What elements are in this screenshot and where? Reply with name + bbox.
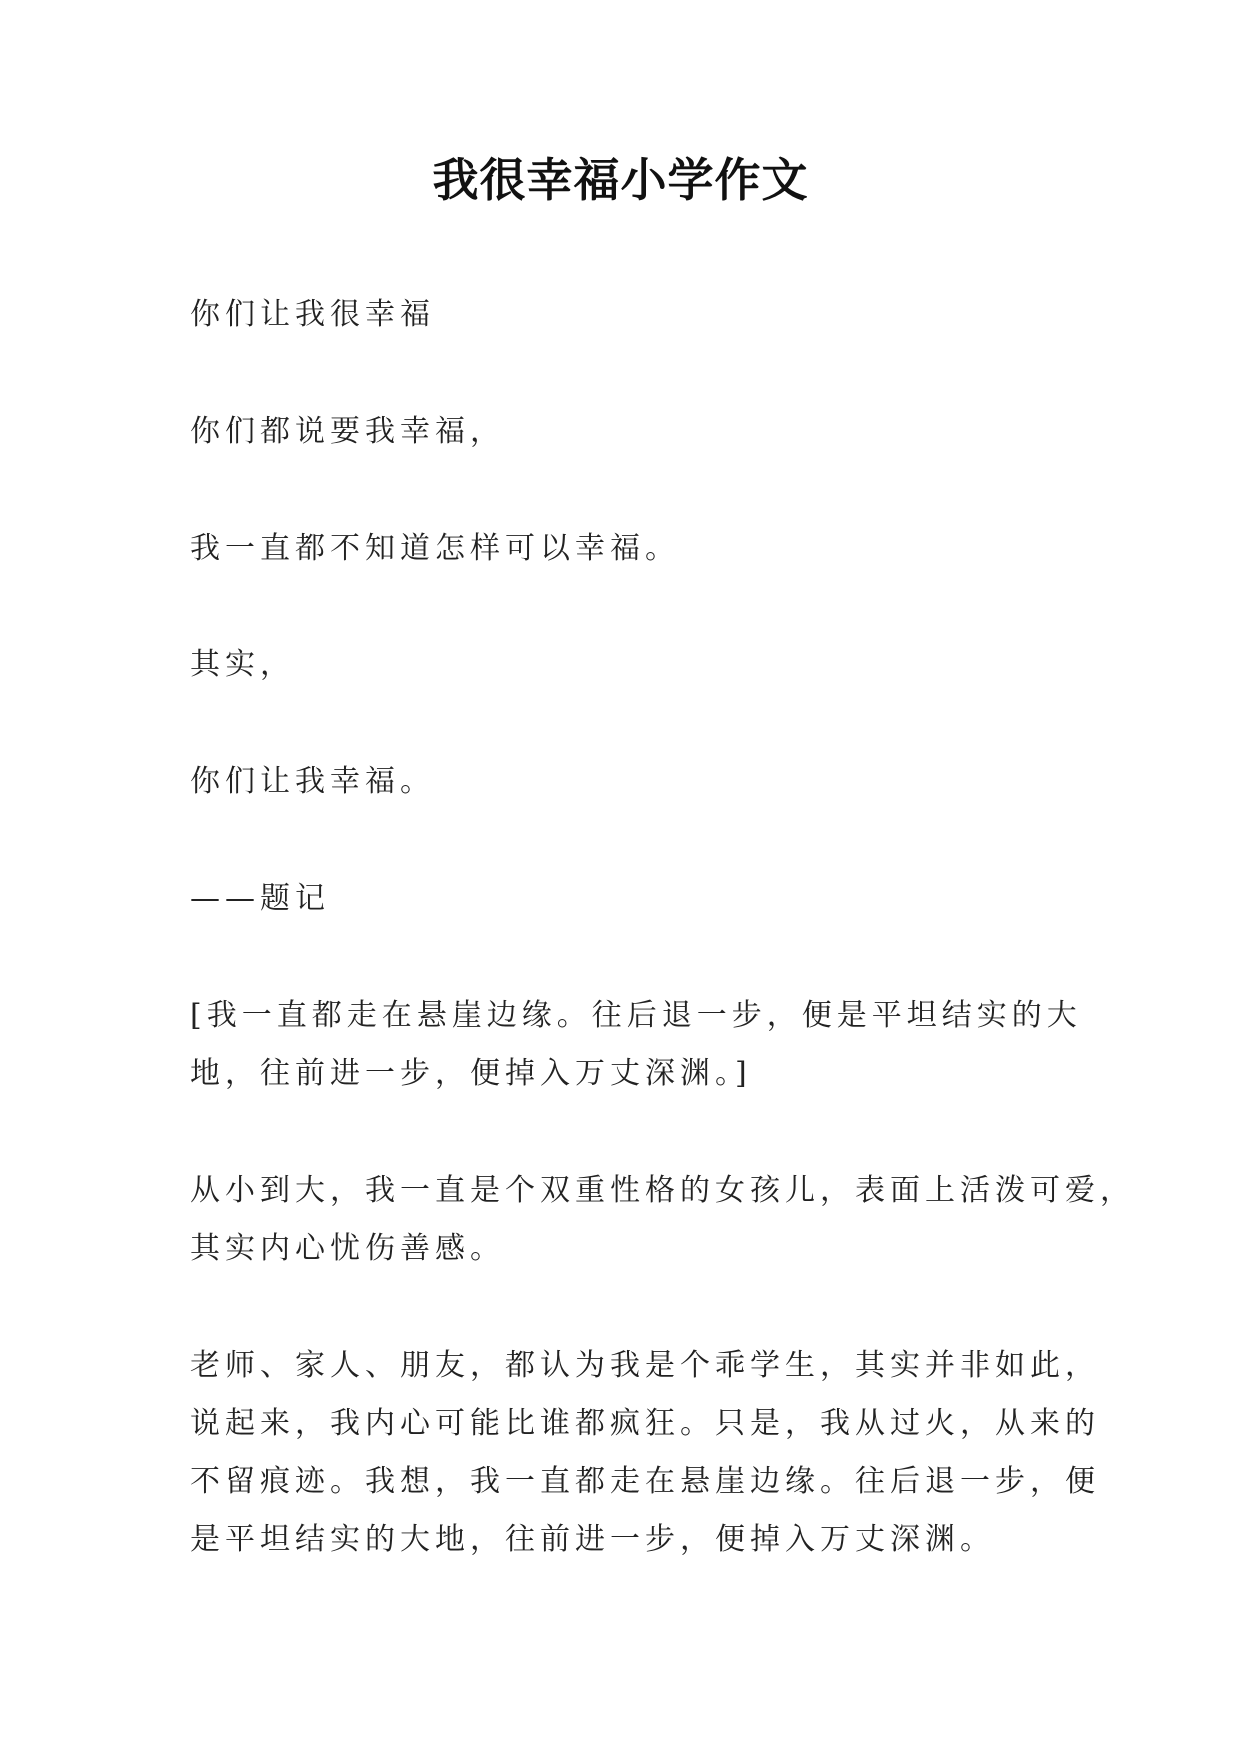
- paragraph: [190, 520, 1070, 578]
- epigraph-attribution: [190, 870, 1070, 928]
- paragraph-line: 是平坦结实的大地，往前进一步，便掉入万丈深渊。: [190, 1522, 995, 1557]
- paragraph-line: 老师、家人、朋友，都认为我是个乖学生，其实并非如此，: [190, 1348, 1100, 1383]
- paragraph-line: 你们都说要我幸福，: [190, 414, 505, 449]
- paragraph-line: 从小到大，我一直是个双重性格的女孩儿，表面上活泼可爱，: [190, 1173, 1135, 1208]
- paragraph: [190, 286, 1070, 344]
- paragraph-line: ——题记: [190, 881, 330, 916]
- paragraph-line: [我一直都走在悬崖边缘。往后退一步，便是平坦结实的大: [190, 998, 1082, 1033]
- paragraph-line: 我一直都不知道怎样可以幸福。: [190, 531, 680, 566]
- paragraph-line: 你们让我幸福。: [190, 764, 435, 799]
- paragraph: [190, 636, 1070, 694]
- paragraph: [190, 1337, 1100, 1569]
- paragraph: [190, 753, 1070, 811]
- paragraph: [190, 403, 1070, 461]
- paragraph-line: 地，往前进一步，便掉入万丈深渊。]: [190, 1056, 752, 1091]
- paragraph: [190, 1162, 1135, 1278]
- paragraph-line: 其实，: [190, 647, 295, 682]
- paragraph: [190, 987, 1082, 1103]
- paragraph-line: 其实内心忧伤善感。: [190, 1231, 505, 1266]
- paragraph-line: 你们让我很幸福: [190, 297, 435, 332]
- paragraph-line: 不留痕迹。我想，我一直都走在悬崖边缘。往后退一步，便: [190, 1464, 1100, 1499]
- document-title: 我很幸福小学作文: [432, 153, 809, 207]
- paragraph-line: 说起来，我内心可能比谁都疯狂。只是，我从过火，从来的: [190, 1406, 1100, 1441]
